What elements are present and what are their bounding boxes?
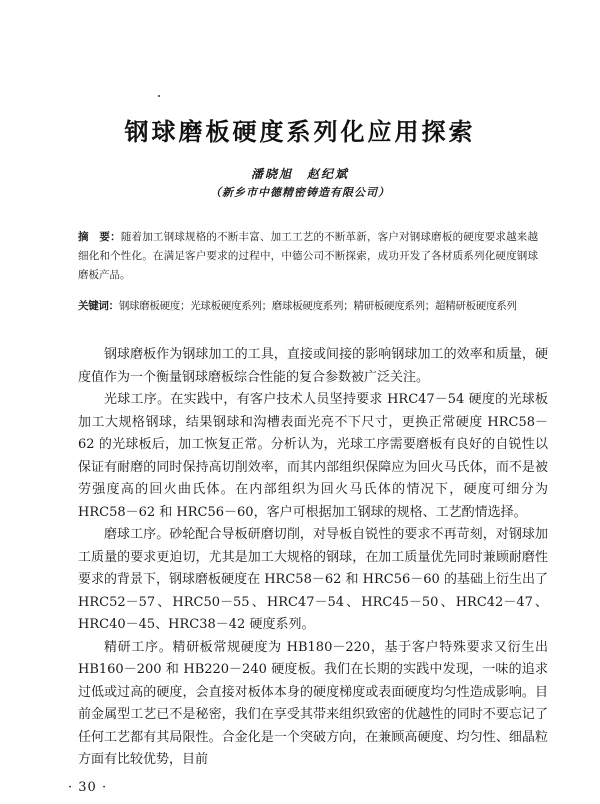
paper-affiliation: （新乡市中德精密铸造有限公司） (210, 186, 390, 199)
abstract-block (78, 228, 538, 285)
paragraph-grinding: 磨球工序。砂轮配合导板研磨切削，对导板自锐性的要求不再苛刻，对钢球加工质量的要求更迫切，尤其是加工大规格的钢球，在加工质量优先同时兼顾耐磨性要求的背景下，钢球磨板硬度在 HRC58－62 和 HRC56－60 的基础上衍生出了 HRC52－57、HRC50－55、HRC47－54、HRC45－50、HRC42－47、HRC40－45、HRC38－42 硬度系列。 (78, 527, 548, 632)
paper-authors: 潘晓旭 赵纪斌 (250, 167, 349, 181)
body-text (78, 344, 548, 772)
abstract-text: 随着加工钢球规格的不断丰富、加工工艺的不断革新，客户对钢球磨板的硬度要求越来越细化和个性化。在满足客户要求的过程中，中德公司不断探索，成功开发了各材质系列化硬度钢球磨板产品。 (78, 231, 539, 281)
keywords-text: 钢球磨板硬度；光球板硬度系列；磨球板硬度系列；精研板硬度系列；超精研板硬度系列 (118, 300, 517, 312)
paper-title: 钢球磨板硬度系列化应用探索 (124, 118, 476, 146)
page-number: · 30 · (68, 780, 108, 795)
abstract-label: 摘 要： (78, 231, 121, 243)
paragraph-intro: 钢球磨板作为钢球加工的工具，直接或间接的影响钢球加工的效率和质量，硬度值作为一个衡量钢球磨板综合性能的复合参数被广泛关注。 (78, 347, 548, 385)
paragraph-polishing: 光球工序。在实践中，有客户技术人员坚持要求 HRC47－54 硬度的光球板加工大规格钢球，结果钢球和沟槽表面光亮不下尺寸，更换正常硬度 HRC58－62 的光球板后，加工恢复正常。分析认为，光球工序需要磨板有良好的自锐性以保证有耐磨的同时保持高切削效率，而其内部组织保障应为回火马氏体，而不是被劳强度高的回火曲氏体。在内部组织为回火马氏体的情况下，硬度可细分为 HRC58－62 和 HRC56－60，客户可根据加工钢球的规格、工艺酌情选择。 (78, 392, 548, 520)
scan-speck (158, 95, 160, 97)
keywords-block (78, 299, 548, 313)
keywords-label: 关键词： (78, 300, 119, 312)
paragraph-lapping: 精研工序。精研板常规硬度为 HB180－220，基于客户特殊要求又衍生出 HB160－200 和 HB220－240 硬度板。我们在长期的实践中发现，一味的追求过低或过高的硬度，会直接对板体本身的硬度梯度或表面硬度均匀性造成影响。目前金属型工艺已不是秘密，我们在享受其带来组织致密的优越性的同时不要忘记了任何工艺都有其局限性。合金化是一个突破方向，在兼顾高硬度、均匀性、细晶粒方面有比较优势，目前 (78, 639, 548, 767)
